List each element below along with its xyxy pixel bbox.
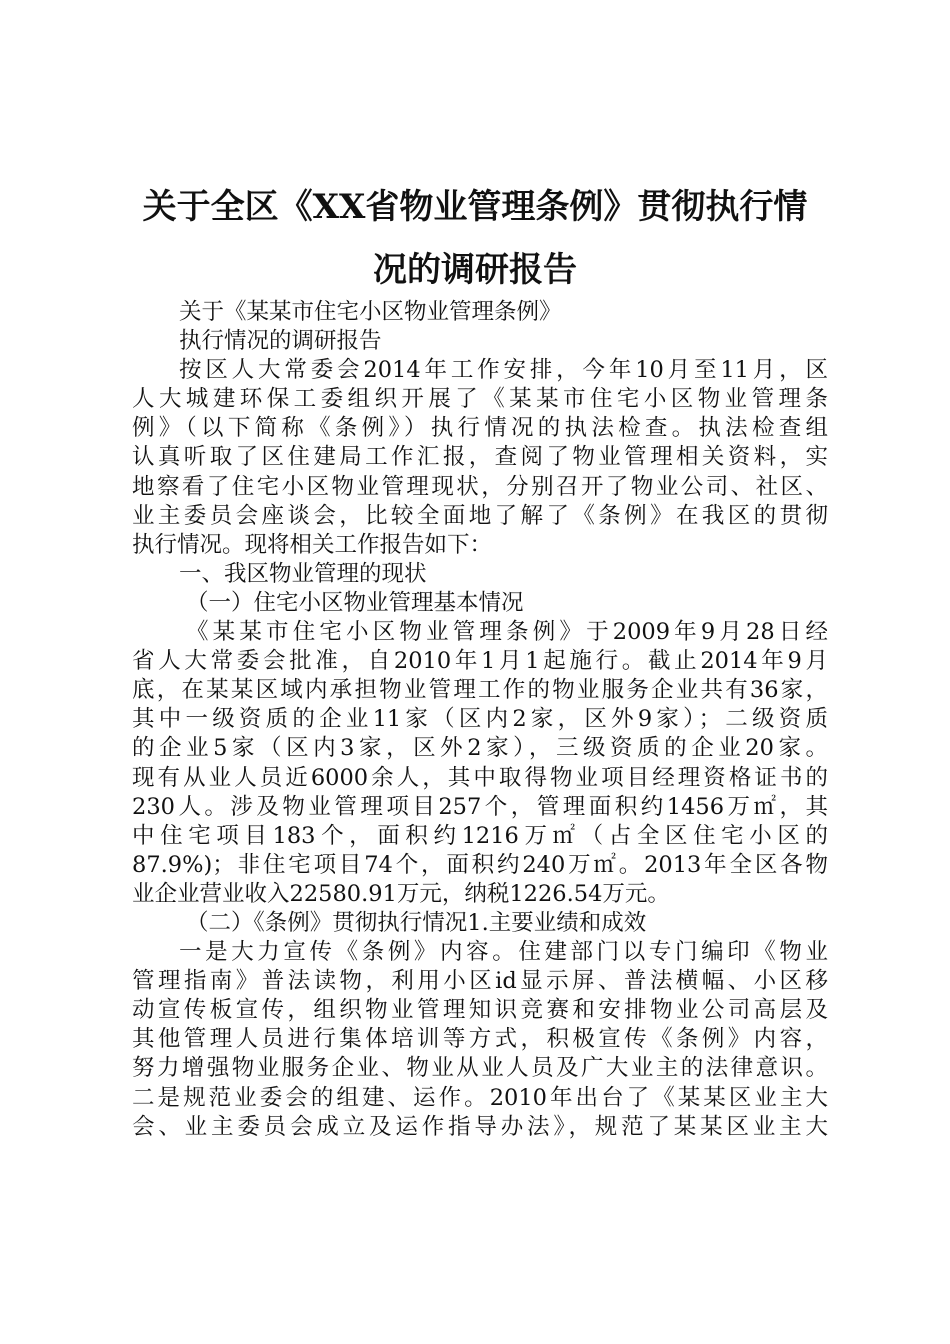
- paragraph-line: 87.9%)；非住宅项目74个，面积约240万㎡。2013年全区各物: [132, 851, 828, 878]
- paragraph-line: 业企业营业收入22580.91万元，纳税1226.54万元。: [132, 880, 670, 907]
- paragraph-line: 一是大力宣传《条例》内容。住建部门以专门编印《物业: [179, 939, 828, 966]
- paragraph-line: 认真听取了区住建局工作汇报，查阅了物业管理相关资料，实: [132, 444, 828, 471]
- document-title-line-1: 关于全区《XX省物业管理条例》贯彻执行情: [142, 187, 808, 227]
- document-body: [132, 298, 828, 1142]
- paragraph-line: 底，在某某区域内承担物业管理工作的物业服务企业共有36家，: [132, 677, 828, 704]
- paragraph-line: 二是规范业委会的组建、运作。2010年出台了《某某区业主大: [132, 1084, 828, 1111]
- paragraph-line: 例》（以下简称《条例》）执行情况的执法检查。执法检查组: [132, 415, 828, 442]
- paragraph-line: 努力增强物业服务企业、物业从业人员及广大业主的法律意识。: [132, 1055, 828, 1082]
- paragraph-line: 现有从业人员近6000余人，其中取得物业项目经理资格证书的: [132, 764, 828, 791]
- subsection-heading: （二）《条例》贯彻执行情况1.主要业绩和成效: [186, 909, 647, 936]
- paragraph-line: 的企业5家（区内3家，区外2家），三级资质的企业20家。: [132, 735, 828, 762]
- paragraph-line: 地察看了住宅小区物业管理现状，分别召开了物业公司、社区、: [132, 473, 828, 500]
- paragraph-line: 省人大常委会批准，自2010年1月1起施行。截止2014年9月: [132, 648, 828, 675]
- subtitle-line: 关于《某某市住宅小区物业管理条例》: [179, 299, 562, 325]
- paragraph-line: 执行情况。现将相关工作报告如下：: [132, 531, 493, 558]
- subsection-heading: （一）住宅小区物业管理基本情况: [186, 589, 524, 616]
- paragraph-line: 其中一级资质的企业11家（区内2家，区外9家）；二级资质: [132, 706, 828, 733]
- document-title-line-2: 况的调研报告: [373, 250, 577, 290]
- subtitle-line: 执行情况的调研报告: [179, 328, 382, 355]
- paragraph-line: 管理指南》普法读物，利用小区id显示屏、普法横幅、小区移: [132, 968, 828, 995]
- paragraph-line: 会、业主委员会成立及运作指导办法》，规范了某某区业主大: [132, 1113, 828, 1140]
- section-heading: 一、我区物业管理的现状: [179, 560, 427, 587]
- paragraph-line: 中住宅项目183个，面积约1216万㎡（占全区住宅小区的: [132, 822, 828, 849]
- paragraph-line: 按区人大常委会2014年工作安排，今年10月至11月，区: [179, 357, 828, 384]
- paragraph-line: 业主委员会座谈会，比较全面地了解了《条例》在我区的贯彻: [132, 502, 828, 529]
- paragraph-line: 人大城建环保工委组织开展了《某某市住宅小区物业管理条: [132, 386, 828, 413]
- paragraph-line: 230人。涉及物业管理项目257个，管理面积约1456万㎡，其: [132, 793, 828, 820]
- paragraph-line: 《某某市住宅小区物业管理条例》于2009年9月28日经: [186, 619, 828, 646]
- paragraph-line: 其他管理人员进行集体培训等方式，积极宣传《条例》内容，: [132, 1026, 828, 1053]
- paragraph-line: 动宣传板宣传，组织物业管理知识竞赛和安排物业公司高层及: [132, 997, 828, 1024]
